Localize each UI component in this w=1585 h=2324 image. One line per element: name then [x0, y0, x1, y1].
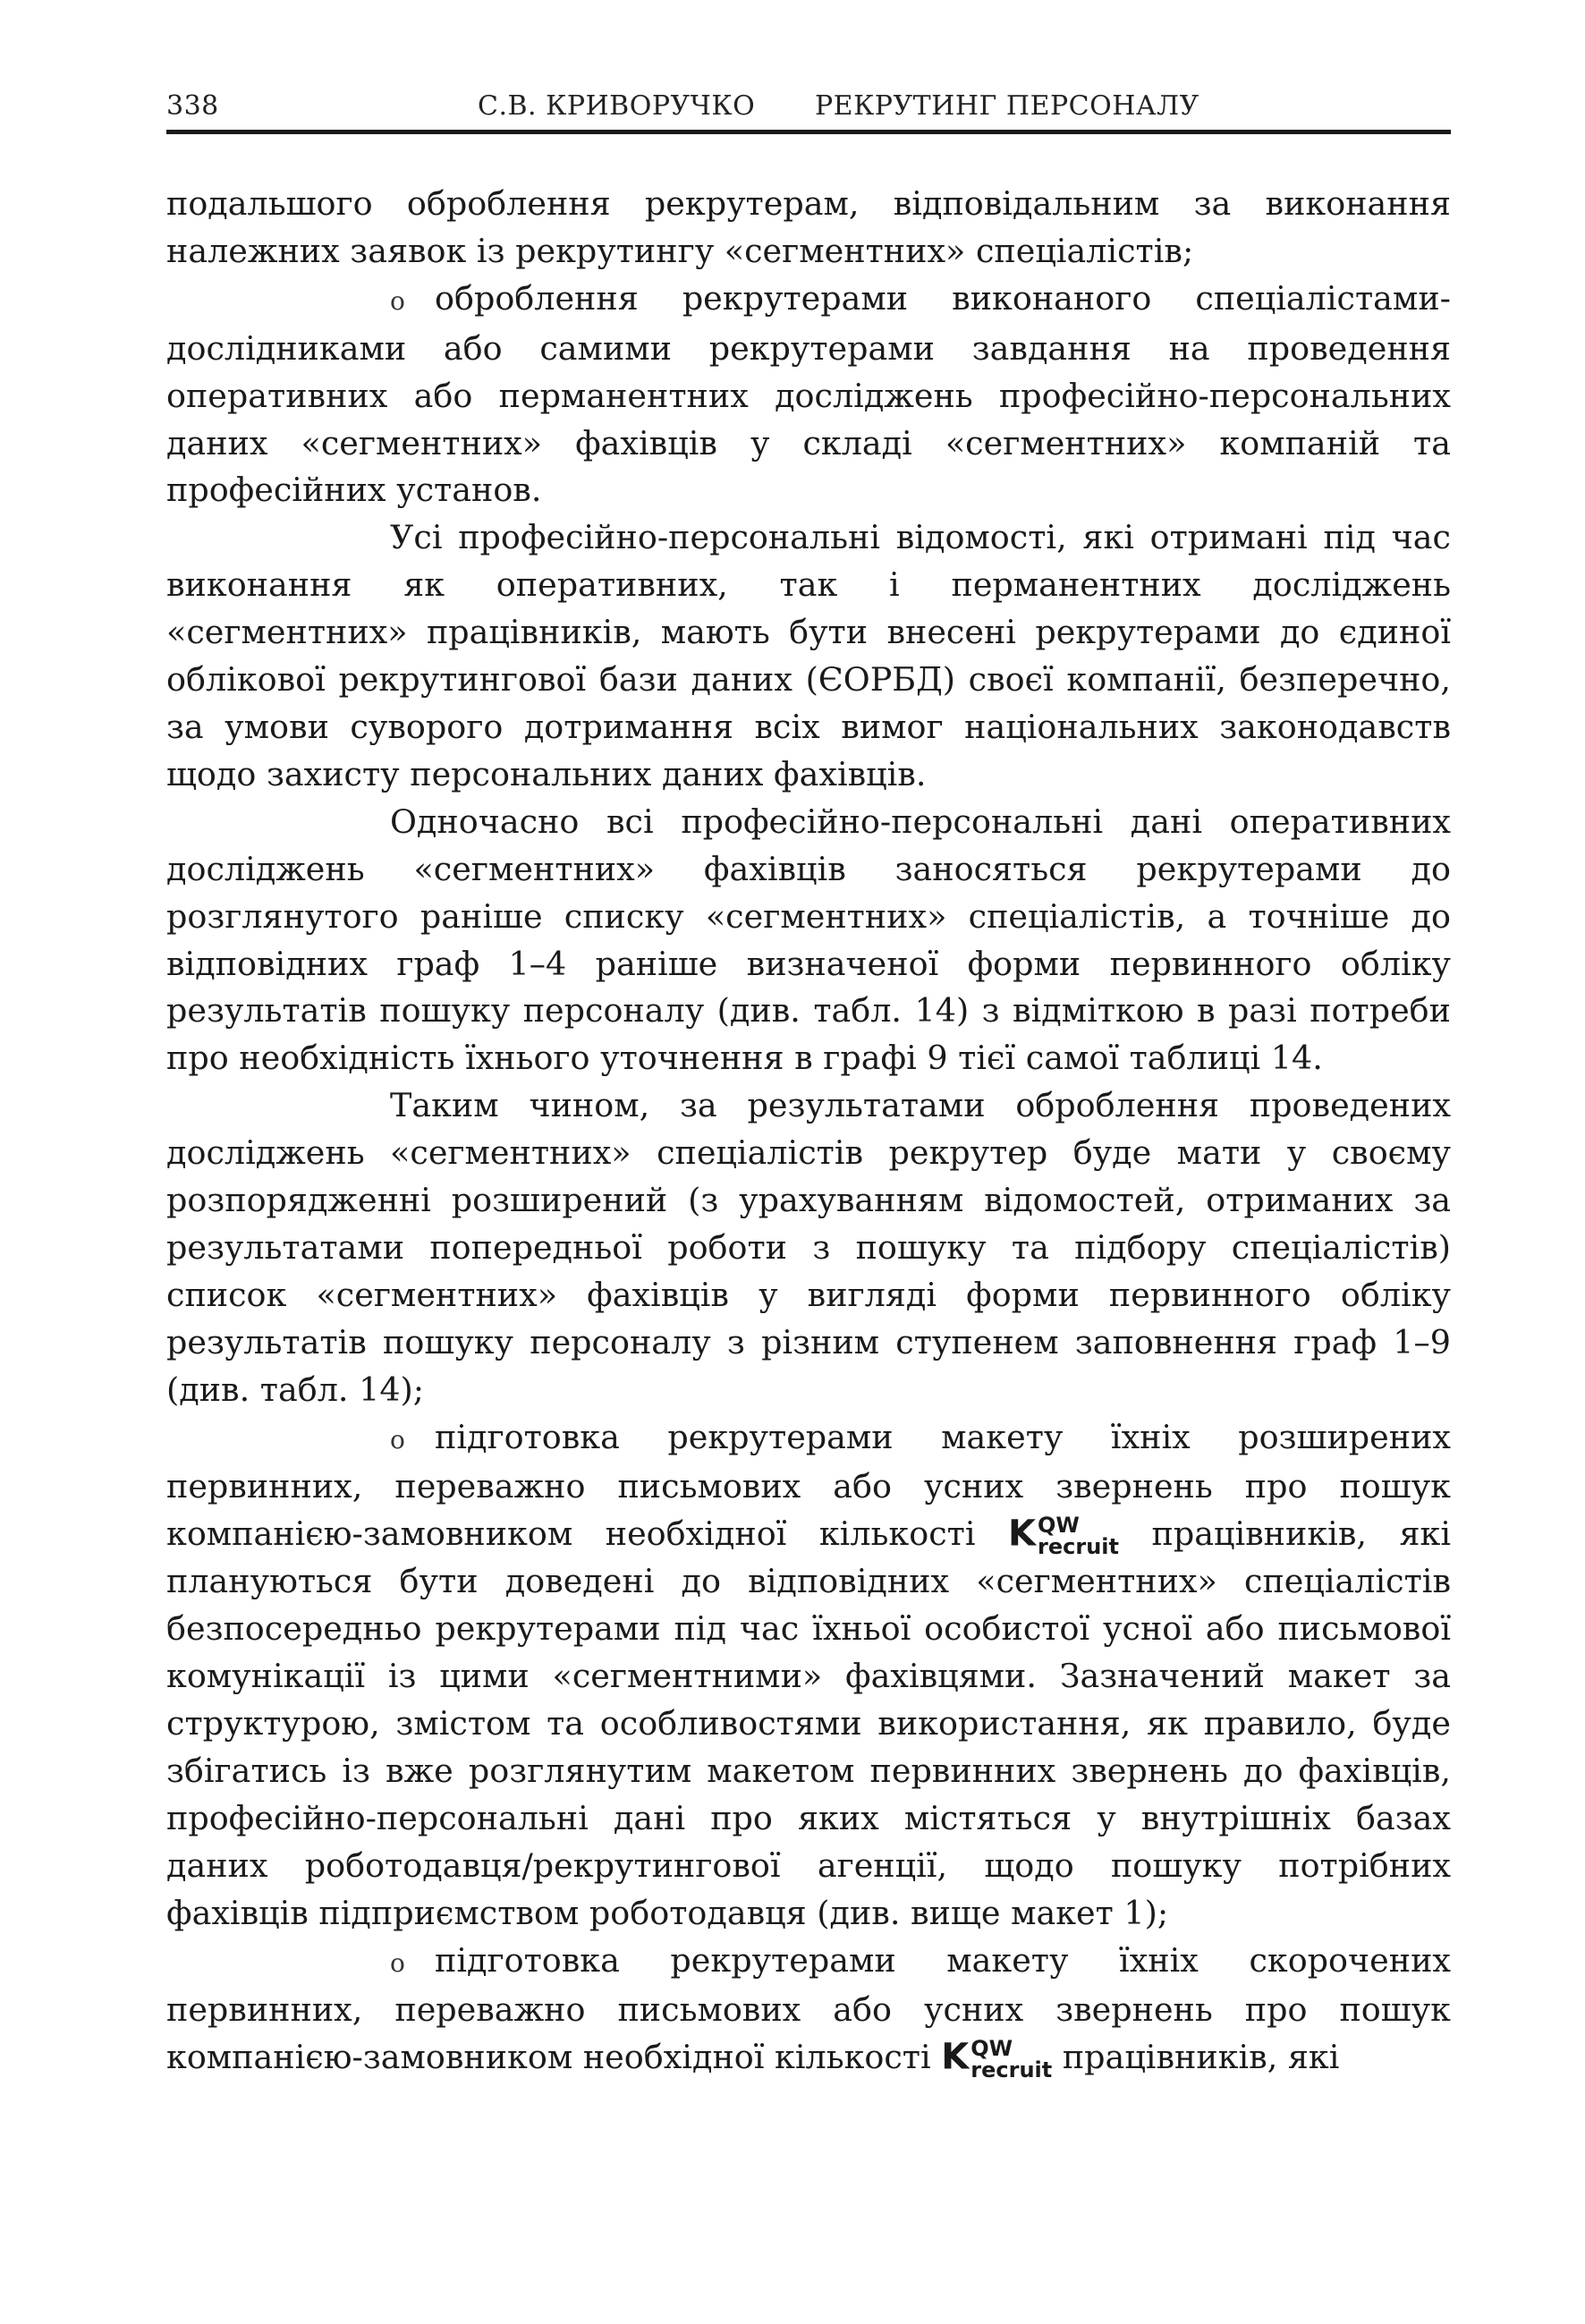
formula-superscript: QW: [970, 2035, 1013, 2061]
bullet-text: оброблення рекрутерами виконаного спеціалістами-дослідниками або самими рекрутерами завдання на проведення оперативних або перманентних досліджень професійно-персональних даних «сегментних» фахівців у складі «сегментних» компаній та професійних установ.: [166, 278, 1451, 510]
bullet-text-before: підготовка рекрутерами макету їхніх розширених первинних, переважно письмових або усних звернень про пошук компанією-замовником необхідної кількості: [166, 1417, 1451, 1554]
bullet-circle-icon: o: [390, 1947, 405, 1978]
formula-superscript: QW: [1038, 1512, 1080, 1538]
bullet-item-extended-layout: [166, 1414, 1451, 1938]
bullet-item-short-layout: [166, 1938, 1451, 2082]
paragraph-continuation: подальшого оброблення рекрутерам, відповідальним за виконання належних заявок із рекрутингу «сегментних» спеціалістів;: [166, 184, 1451, 270]
running-head: [166, 85, 1451, 130]
formula-k-recruit: K QW recruit: [1008, 1512, 1119, 1559]
page-number: 338: [166, 90, 219, 122]
paragraph-simultaneously: Одночасно всі професійно-персональні дані оперативних досліджень «сегментних» фахівців заносяться рекрутерами до розглянутого раніше списку «сегментних» спеціалістів, а точніше до відповідних граф 1–4 раніше визначеної форми первинного обліку результатів пошуку персоналу (див. табл. 14) з відміткою в разі потреби про необхідність їхнього уточнення в графі 9 тієї самої таблиці 14.: [166, 802, 1451, 1078]
body-text: [166, 181, 1451, 2082]
formula-subscript: recruit: [1038, 1533, 1119, 1559]
book-page: [166, 85, 1451, 2082]
bullet-text-after: працівників, які: [1062, 2038, 1340, 2077]
formula-subscript: recruit: [970, 2057, 1053, 2082]
bullet-text-before: підготовка рекрутерами макету їхніх скорочених первинних, переважно письмових або усних звернень про пошук компанією-замовником необхідної кількості: [166, 1940, 1451, 2077]
bullet-circle-icon: o: [390, 285, 405, 316]
bullet-text-after: працівників, які плануються бути доведені до відповідних «сегментних» спеціалістів безпосередньо рекрутерами під час їхньої особистої усної або письмової комунікації із цими «сегментними» фахівцями. Зазначений макет за структурою, змістом та особливостями використання, як правило, буде збігатись із вже розглянутим макетом первинних звернень до фахівців, професійно-персональні дані про яких містяться у внутрішніх базах даних роботодавця/рекрутингової агенції, щодо пошуку потрібних фахівців підприємством роботодавця (див. вище макет 1);: [166, 1514, 1452, 1932]
bullet-circle-icon: o: [390, 1424, 405, 1455]
running-head-author: С.В. КРИВОРУЧКО: [478, 90, 756, 122]
header-rule: [166, 130, 1451, 134]
bullet-item-processing: [166, 276, 1451, 515]
running-head-title: РЕКРУТИНГ ПЕРСОНАЛУ: [815, 90, 1199, 122]
paragraph-records: Усі професійно-персональні відомості, які отримані під час виконання як оперативних, так і перманентних досліджень «сегментних» працівників, мають бути внесені рекрутерами до єдиної облікової рекрутингової бази даних (ЄОРБД) своєї компанії, безперечно, за умови суворого дотримання всіх вимог національних законодавств щодо захисту персональних даних фахівців.: [166, 518, 1451, 793]
formula-k-recruit: K QW recruit: [941, 2035, 1053, 2082]
paragraph-thus: Таким чином, за результатами оброблення проведених досліджень «сегментних» спеціалістів рекрутер буде мати у своєму розпорядженні розширений (з урахуванням відомостей, отриманих за результатами попередньої роботи з пошуку та підбору спеціалістів) список «сегментних» фахівців у вигляді форми первинного обліку результатів пошуку персоналу з різним ступенем заповнення граф 1–9 (див. табл. 14);: [166, 1086, 1451, 1409]
